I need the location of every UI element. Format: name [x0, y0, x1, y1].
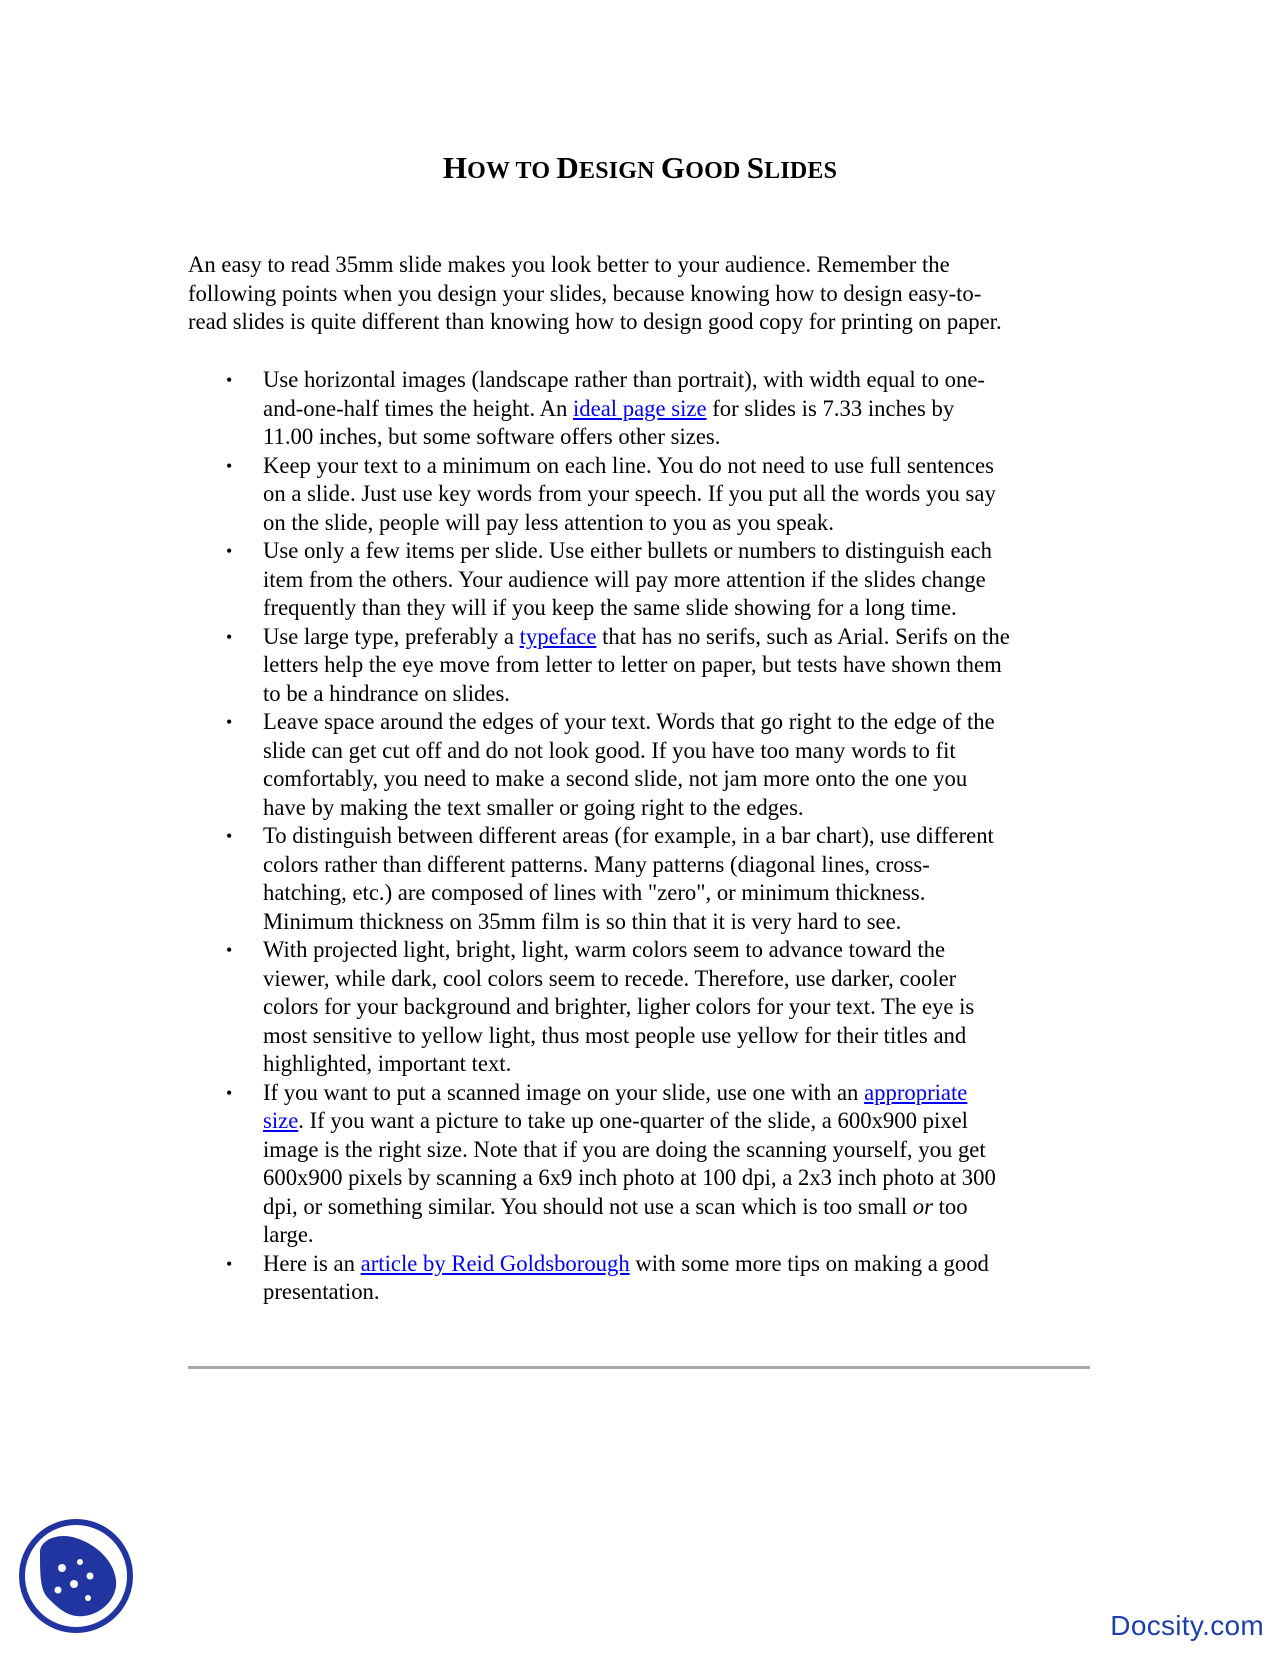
list-item: • With projected light, bright, light, warm colors seem to advance toward the viewer, while dark, cool colors seem to recede. Therefore, use darker, cooler colors for your background and brighter, ligher colors for your text. The eye is most sensitive to yellow light, thus most people use yellow for their titles and highlighted, important text. [226, 937, 975, 1076]
intro-line: An easy to read 35mm slide makes you look better to your audience. Remember the [188, 252, 950, 277]
bullet-icon: • [226, 1082, 233, 1103]
bullet-icon: • [226, 826, 233, 846]
list-item: • To distinguish between different areas (for example, in a bar chart), use different colors rather than different patterns. Many patterns (diagonal lines, cross- hatching, etc.) are composed of lines with "zero", or minimum thickness. Minimum thickness on 35mm film is so thin that it is very hard to see. [226, 823, 994, 934]
list-item: • Use horizontal images (landscape rather than portrait), with width equal to one- and-one-half times the height. An ideal page size for slides is 7.33 inches by 11.00 inches, but some software offers other sizes. [226, 367, 985, 449]
list-item: • Use large type, preferably a typeface that has no serifs, such as Arial. Serifs on the letters help the eye move from letter to letter on paper, but tests have shown them to be a hindrance on slides. [226, 623, 1010, 706]
list-item: • Here is an article by Reid Goldsborough with some more tips on making a good presentation. [226, 1250, 989, 1304]
intro-paragraph [188, 251, 1088, 337]
intro-line: read slides is quite different than knowing how to design good copy for printing on paper. [188, 309, 1002, 334]
ideal-page-size-link[interactable]: ideal page size [572, 395, 707, 421]
article-link[interactable]: article by Reid Goldsborough [360, 1250, 630, 1276]
horizontal-rule [188, 1366, 1090, 1369]
bullet-icon: • [226, 626, 233, 647]
appropriate-size-link[interactable]: appropriate [864, 1079, 968, 1105]
bullet-icon: • [226, 541, 233, 561]
bullet-icon: • [226, 455, 233, 476]
docsity-logo-icon [18, 1518, 134, 1634]
docsity-brand-link[interactable]: Docsity.com [1110, 1610, 1264, 1641]
tips-list [188, 366, 1088, 1307]
bullet-icon: • [226, 1253, 233, 1274]
list-item: • Leave space around the edges of your text. Words that go right to the edge of the slide can get cut off and do not look good. If you have too many words to fit comfortably, you need to make a second slide, not jam more onto the one you have by making the text smaller or going right to the edges. [226, 709, 995, 820]
list-item: • Keep your text to a minimum on each line. You do not need to use full sentences on a slide. Just use key words from your speech. If you put all the words you say on the slide, people will pay less attention to you as you speak. [226, 452, 996, 535]
bullet-icon: • [226, 370, 233, 390]
appropriate-size-link[interactable]: size [263, 1108, 299, 1133]
list-item: • If you want to put a scanned image on your slide, use one with an appropriate size. If you want a picture to take up one-quarter of the slide, a 600x900 pixel image is the right size. Note that if you are doing the scanning yourself, you get 600x900 pixels by scanning a 6x9 inch photo at 100 dpi, a 2x3 inch photo at 300 dpi, or something similar. You should not use a scan which is too small or too large. [226, 1079, 996, 1247]
list-item: • Use only a few items per slide. Use either bullets or numbers to distinguish each item from the others. Your audience will pay more attention if the slides change frequently than they will if you keep the same slide showing for a long time. [226, 538, 992, 620]
bullet-icon: • [226, 940, 233, 960]
typeface-link[interactable]: typeface [519, 623, 597, 649]
page-title: HOW TO DESIGN GOOD SLIDES [442, 150, 838, 185]
intro-line: following points when you design your slides, because knowing how to design easy-to- [188, 280, 982, 306]
bullet-icon: • [226, 712, 233, 732]
